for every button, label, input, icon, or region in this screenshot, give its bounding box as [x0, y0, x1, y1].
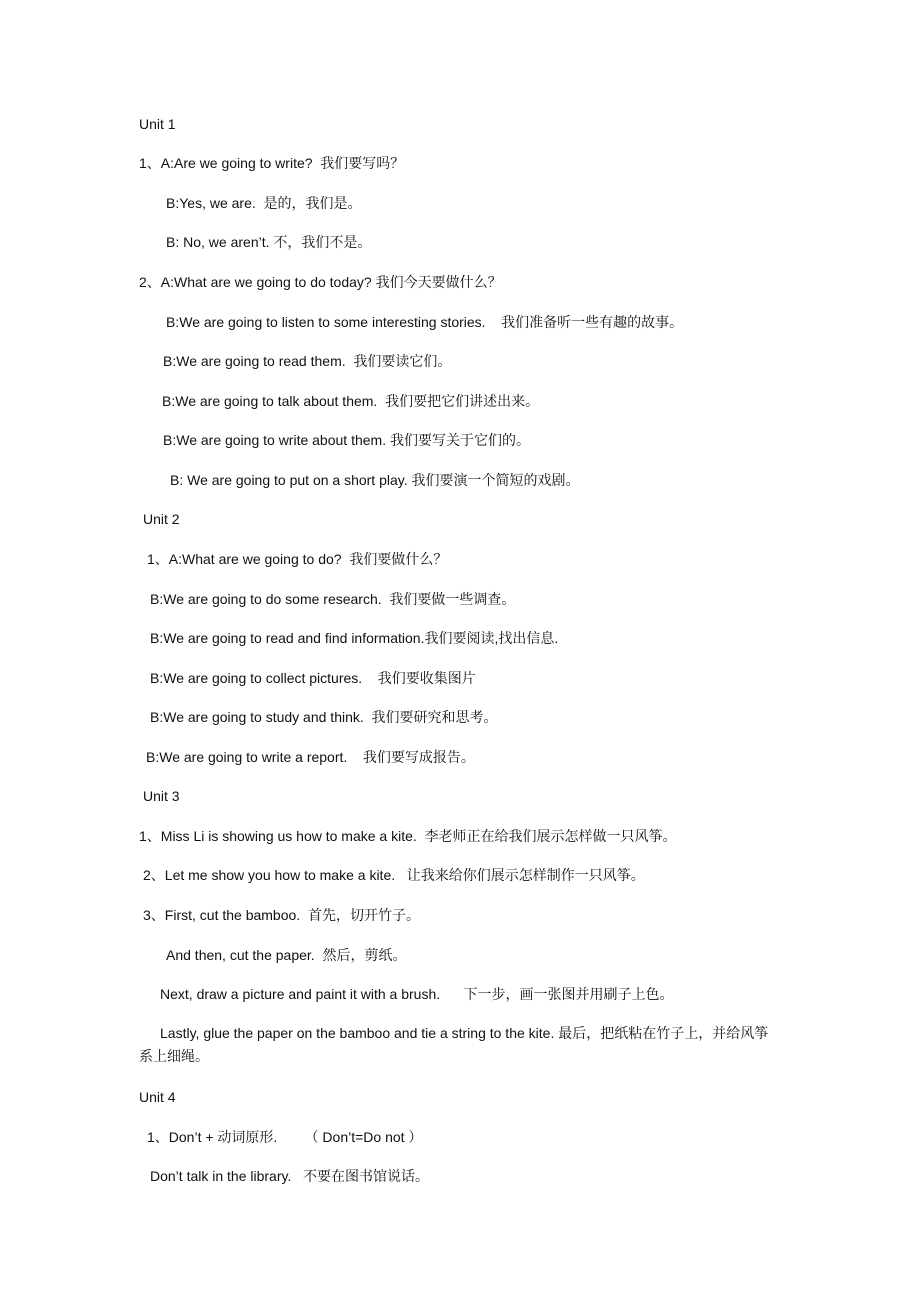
sentence-line: Don’t talk in the library. 不要在图书馆说话。	[150, 1168, 430, 1184]
unit-3-heading: Unit 3	[143, 788, 180, 804]
sentence-line: B:Yes, we are. 是的，我们是。	[166, 195, 362, 211]
sentence-line: 1、Miss Li is showing us how to make a kite. 李老师正在给我们展示怎样做一只风筝。	[139, 828, 677, 844]
sentence-line: B:We are going to talk about them. 我们要把它们讲述出来。	[162, 393, 540, 409]
sentence-line: 1、A:What are we going to do? 我们要做什么？	[147, 551, 448, 567]
sentence-line: 1、A:Are we going to write? 我们要写吗？	[139, 155, 405, 171]
sentence-line: B:We are going to collect pictures. 我们要收集图片	[150, 670, 476, 686]
sentence-line: B:We are going to do some research. 我们要做一些调查。	[150, 591, 516, 607]
sentence-line: B:We are going to write about them. 我们要写关于它们的。	[163, 432, 530, 448]
sentence-line: B:We are going to listen to some interesting stories. 我们准备听一些有趣的故事。	[166, 314, 684, 330]
unit-4-heading: Unit 4	[139, 1089, 176, 1105]
sentence-line: B:We are going to read and find information.我们要阅读,找出信息.	[150, 630, 559, 646]
sentence-line: 3、First, cut the bamboo. 首先，切开竹子。	[143, 907, 420, 923]
sentence-line: B: We are going to put on a short play. 我们要演一个简短的戏剧。	[170, 472, 580, 488]
unit-2-heading: Unit 2	[143, 511, 180, 527]
sentence-line: 1、Don’t + 动词原形. （ Don’t=Do not ）	[147, 1129, 423, 1145]
sentence-line: And then, cut the paper. 然后，剪纸。	[166, 947, 407, 963]
sentence-line: Next, draw a picture and paint it with a brush. 下一步，画一张图并用刷子上色。	[160, 986, 674, 1002]
sentence-line: B:We are going to study and think. 我们要研究和思考。	[150, 709, 498, 725]
sentence-line: B:We are going to write a report. 我们要写成报告。	[146, 749, 475, 765]
sentence-line-wrapped: Lastly, glue the paper on the bamboo and tie a string to the kite. 最后，把纸粘在竹子上，并给风筝系上细绳。	[139, 1025, 769, 1064]
unit-1-heading: Unit 1	[139, 116, 176, 132]
sentence-line: B: No, we aren’t. 不，我们不是。	[166, 234, 372, 250]
sentence-line: B:We are going to read them. 我们要读它们。	[163, 353, 452, 369]
sentence-line: 2、Let me show you how to make a kite. 让我来给你们展示怎样制作一只风筝。	[143, 867, 645, 883]
sentence-line: 2、A:What are we going to do today? 我们今天要做什么？	[139, 274, 502, 290]
